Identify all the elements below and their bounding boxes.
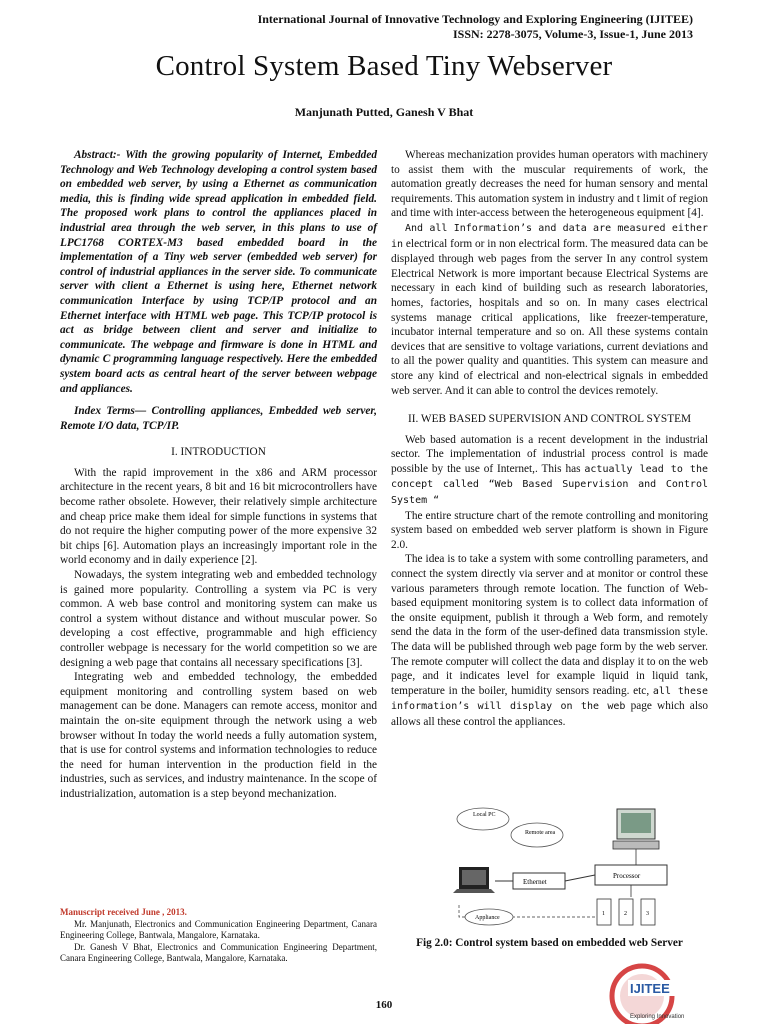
section-2-heading: II. WEB BASED SUPERVISION AND CONTROL SYSTEM — [407, 413, 692, 426]
appliance-label: Appliance — [475, 915, 500, 921]
remote-area-label: Remote area — [525, 830, 556, 836]
section-2-paragraph-3 — [391, 552, 708, 729]
manuscript-received: Manuscript received June , 2013. — [60, 907, 187, 917]
paper-authors: Manjunath Putted, Ganesh V Bhat — [294, 105, 474, 119]
s2-p3-text: The idea is to take a system with some controlling parameters, and connect the system directly via server and at monitor or control these various parameters through remote location. The function of Web-based equipment monitoring system is to collect data information of the onsite equipment, publish it through a Web form, and remotely send the data in the form of the user-defined data transmission style. The data will be published through web page form by the web server. The remote computer will collect the data and display it to on the web page, and it indicates level for example liquid in liquid tank, temperature in the boiler, humidity sensors reading. etc, — [391, 553, 708, 697]
author-2-affiliation: Dr. Ganesh V Bhat, Electronics and Communication Engineering Department, Canara Engineering College, Bantwala, Mangalore, Karnataka. — [60, 941, 377, 963]
right-paragraph-2 — [391, 221, 708, 398]
logo-ring-text: Exploring Innovation — [630, 1014, 685, 1020]
section-1-heading: I. INTRODUCTION — [171, 446, 266, 459]
journal-issn: ISSN: 2278-3075, Volume-3, Issue-1, June 2013 — [452, 27, 693, 41]
monitor-screen — [621, 813, 651, 833]
right-paragraph-2-rest: electrical form or in non electrical form. The measured data can be displayed through web pages from the server In any control system Electrical Network is more important because Electrical Systems are necessary in each kind of building such as research laboratories, homes, factories, hospitals and so on. In many cases electrical systems manage critical applications, like freezer-temperature, incubator internal temperature and so on. All these systems contain devices that are sensitive to voltage variations, current deviations and to all the power quality and quantities. This system can measure and store any kind of electrical and non-electrical signals in embedded web server. And it can able to control the devices remotely. — [391, 237, 708, 397]
system-diagram — [445, 805, 690, 930]
s2-p3-tail: page which also allows all these control the appliances. — [391, 700, 708, 728]
ethernet-processor-link — [565, 875, 595, 881]
s2-p1-text: Web based automation is a recent development in the industrial sector. The implementation of industrial process control is made possible by the use of Internet,. This has — [391, 433, 708, 475]
intro-paragraph-3: Integrating web and embedded technology, the embedded equipment monitoring and controlling system based on web management can be done. Managers can remote access, monitor and maintain the on-site equipment through the network using a web browser without In today the world needs a fully automation system, that is use for control systems and information technologies to reduce the need for human intervention in the production field in the industries, such as services, and industry maintenance. In the scope of industrialization, automation is a step beyond mechanization. — [60, 671, 377, 800]
figure-caption: Fig 2.0: Control system based on embedded web Server — [416, 937, 683, 949]
page-number: 160 — [375, 999, 393, 1011]
journal-name: International Journal of Innovative Technology and Exploring Engineering (IJITEE) — [257, 12, 693, 26]
paper-title: Control System Based Tiny Webserver — [155, 50, 613, 82]
author-1-affiliation: Mr. Manjunath, Electronics and Communication Engineering Department, Canara Engineering College, Bantwala, Mangalore, Karnataka. — [60, 918, 377, 940]
left-column — [60, 148, 377, 802]
s2-p1-mono: actually lead to the concept called “Web Based Supervision and Control System “ — [391, 463, 708, 507]
section-2-paragraph-2: The entire structure chart of the remote controlling and monitoring system based on embedded web server platform is shown in Figure 2.0. — [391, 509, 708, 551]
manuscript-footnote — [60, 907, 377, 965]
relay-2-label: 2 — [624, 911, 627, 917]
right-paragraph-1: Whereas mechanization provides human operators with machinery to assist them with the muscular requirements of work, the automation greatly decreases the need for human sensory and mental requirements. This automation system in industry and t limit of region and time with inter-access between the heterogeneous equipment [4]. — [391, 149, 709, 220]
ethernet-label: Ethernet — [523, 878, 547, 886]
right-paragraph-2-mono: And all Information’s and data are measured either in — [391, 222, 708, 250]
intro-paragraph-2: Nowadays, the system integrating web and embedded technology is gained more popularity. Controlling a system via PC is very common. A web base control and monitoring system can make us control a system without distance and without muscular power. So developing a cost effective, programmable and high efficiency controller webpage is necessary for the world competition so we are designing a web page that contains all necessary specifications [3]. — [60, 569, 377, 669]
index-terms: Index Terms— Controlling appliances, Embedded web server, Remote I/O data, TCP/IP. — [60, 405, 377, 432]
logo-text: IJITEE — [630, 981, 670, 996]
right-column — [391, 148, 708, 730]
keyboard-icon — [613, 841, 659, 849]
section-2-paragraph-1 — [391, 433, 708, 509]
processor-label: Processor — [613, 872, 641, 880]
relay-1-label: 1 — [602, 911, 605, 917]
laptop-base — [453, 889, 495, 893]
intro-paragraph-1: With the rapid improvement in the x86 and ARM processor architecture in the recent years, 8 bit and 16 bit microcontrollers have become rather obsolete. However, their relatively simple architecture and cheap price make them ideal for simple functions in systems that do not require the higher computing power of the more expensive 32 bit chips [6]. Automation plays an increasingly important role in the world economy and in daily experience [2]. — [60, 466, 377, 567]
relay-3-label: 3 — [646, 911, 649, 917]
abstract: Abstract:- With the growing popularity of Internet, Embedded Technology and Web Technology developing a control system based on embedded web server, by using a Ethernet as communication media, this is finding wide spread application in embedded field. The proposed work plans to control the appliances placed in industrial area through the web server, in this plans to use of LPC1768 CORTEX-M3 based embedded board in the implementation of a Tiny web server (embedded web server) for control of industrial appliances in the server side. To communicate server with client a Ethernet is using here, Ethernet network communication Interface by using TCP/IP protocol and an Ethernet interface with HTML web page. This TCP/IP protocol is act as bridge between client and server and initialize to communicate. The webpage and firmware is done in HTML and dynamic C programming language respectively. Here the embedded system board acts as central heart of the server between webpage and appliances. — [60, 149, 377, 395]
ijitee-logo — [600, 962, 705, 1024]
s2-p3-mono: all these information’s will display on the web — [391, 685, 709, 713]
local-pc-label: Local PC — [473, 812, 496, 818]
laptop-screen — [462, 870, 486, 885]
